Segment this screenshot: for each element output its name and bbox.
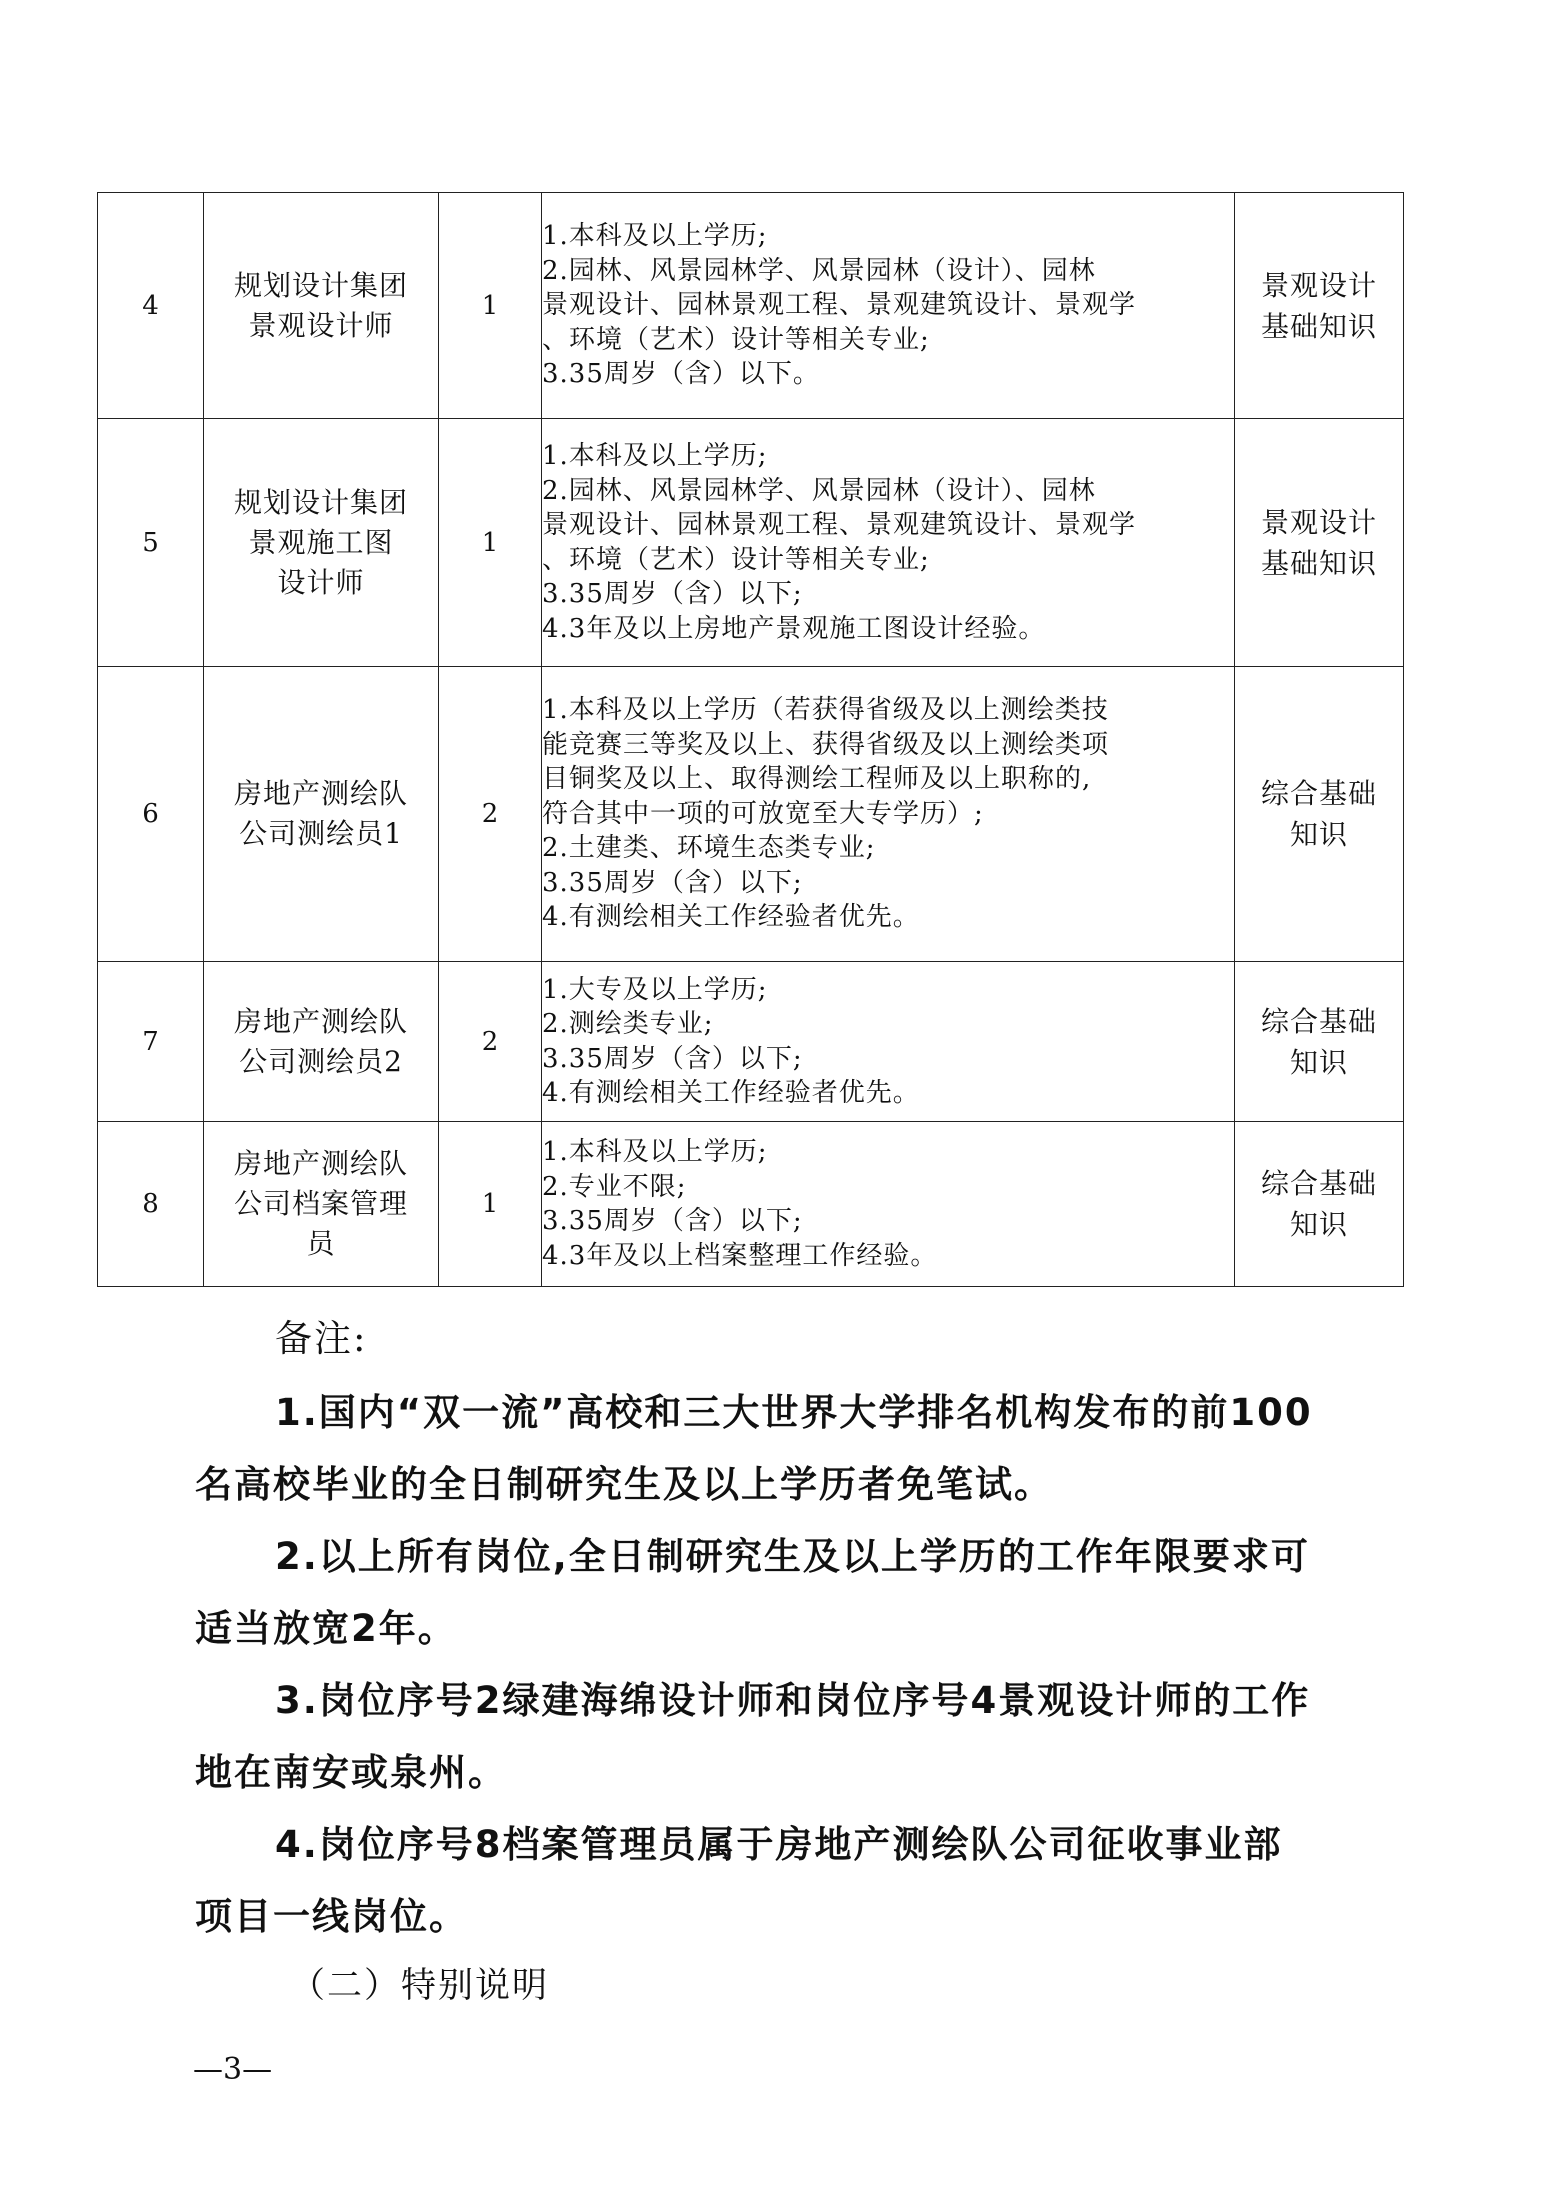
position-number-cell: 6 xyxy=(98,667,204,962)
exam-subject-cell xyxy=(1235,667,1404,962)
requirement-line: 、环境（艺术）设计等相关专业; xyxy=(542,544,930,575)
note-3-line-1: 3.岗位序号2绿建海绵设计师和岗位序号4景观设计师的工作 xyxy=(275,1679,1311,1722)
requirement-line: 4.3年及以上房地产景观施工图设计经验。 xyxy=(542,613,1046,644)
note-3-line-2: 地在南安或泉州。 xyxy=(195,1751,507,1794)
positions-table-body xyxy=(98,193,1404,1287)
requirement-line: 3.35周岁（含）以下; xyxy=(542,867,803,898)
requirement-line: 景观设计、园林景观工程、景观建筑设计、景观学 xyxy=(542,510,1137,540)
note-4-line-1: 4.岗位序号8档案管理员属于房地产测绘队公司征收事业部 xyxy=(275,1823,1283,1866)
position-name-cell xyxy=(204,667,439,962)
table-row xyxy=(98,962,1404,1122)
position-number-cell: 4 xyxy=(98,193,204,419)
section-heading: （二）特别说明 xyxy=(290,1966,550,2006)
position-number-cell: 5 xyxy=(98,419,204,667)
position-name-line: 规划设计集团 xyxy=(233,485,408,519)
requirements-cell xyxy=(542,667,1235,962)
note-1-line-1: 1.国内“双一流”高校和三大世界大学排名机构发布的前100 xyxy=(275,1391,1313,1434)
exam-subject-line: 知识 xyxy=(1289,1045,1348,1079)
position-count-cell: 1 xyxy=(439,193,542,419)
requirement-line: 符合其中一项的可放宽至大专学历）; xyxy=(542,798,984,829)
position-name-line: 景观设计师 xyxy=(248,308,394,342)
requirement-line: 能竞赛三等奖及以上、获得省级及以上测绘类项 xyxy=(542,729,1110,760)
positions-table xyxy=(97,192,1404,1287)
position-name-line: 公司档案管理 xyxy=(233,1187,408,1220)
requirement-line: 3.35周岁（含）以下; xyxy=(542,579,803,609)
requirement-line: 1.大专及以上学历; xyxy=(542,974,768,1005)
table-row xyxy=(98,1122,1404,1287)
position-name-cell xyxy=(204,193,439,419)
requirement-line: 2.专业不限; xyxy=(542,1171,687,1202)
position-name-line: 员 xyxy=(306,1227,336,1260)
position-number-cell: 8 xyxy=(98,1122,204,1287)
exam-subject-cell xyxy=(1235,1122,1404,1287)
requirement-line: 1.本科及以上学历; xyxy=(542,441,768,471)
exam-subject-cell xyxy=(1235,419,1404,667)
position-name-line: 房地产测绘队 xyxy=(233,1004,408,1038)
requirement-line: 1.本科及以上学历（若获得省级及以上测绘类技 xyxy=(542,695,1109,726)
position-name-line: 景观施工图 xyxy=(248,525,394,559)
requirement-line: 2.园林、风景园林学、风景园林（设计）、园林 xyxy=(542,475,1096,506)
requirements-cell xyxy=(542,962,1235,1122)
notes-heading: 备注: xyxy=(275,1317,368,1360)
exam-subject-line: 基础知识 xyxy=(1260,309,1377,343)
requirement-line: 2.测绘类专业; xyxy=(542,1009,714,1039)
exam-subject-line: 综合基础 xyxy=(1260,1167,1377,1200)
requirement-line: 4.3年及以上档案整理工作经验。 xyxy=(542,1240,938,1271)
requirement-line: 3.35周岁（含）以下; xyxy=(542,1206,803,1236)
position-count-cell: 2 xyxy=(439,667,542,962)
position-name-line: 公司测绘员1 xyxy=(239,817,403,850)
position-name-line: 房地产测绘队 xyxy=(233,1147,408,1180)
requirement-line: 4.有测绘相关工作经验者优先。 xyxy=(542,1078,920,1108)
exam-subject-line: 知识 xyxy=(1289,1208,1348,1241)
requirement-line: 3.35周岁（含）以下; xyxy=(542,1043,803,1074)
position-name-cell xyxy=(204,419,439,667)
position-name-line: 公司测绘员2 xyxy=(239,1044,403,1078)
exam-subject-cell xyxy=(1235,962,1404,1122)
table-row xyxy=(98,419,1404,667)
requirement-line: 3.35周岁（含）以下。 xyxy=(542,359,820,390)
position-count-cell: 1 xyxy=(439,419,542,667)
position-name-line: 规划设计集团 xyxy=(233,268,408,302)
requirement-line: 目铜奖及以上、取得测绘工程师及以上职称的, xyxy=(542,764,1092,795)
requirement-line: 1.本科及以上学历; xyxy=(542,1137,768,1167)
requirement-line: 、环境（艺术）设计等相关专业; xyxy=(542,324,930,355)
table-row xyxy=(98,193,1404,419)
requirement-line: 1.本科及以上学历; xyxy=(542,221,768,252)
position-name-line: 设计师 xyxy=(277,565,365,599)
requirements-cell xyxy=(542,419,1235,667)
page-number: —3— xyxy=(193,2052,273,2087)
table-row xyxy=(98,667,1404,962)
requirement-line: 2.园林、风景园林学、风景园林（设计）、园林 xyxy=(542,255,1096,286)
exam-subject-line: 综合基础 xyxy=(1260,777,1377,810)
note-4-line-2: 项目一线岗位。 xyxy=(195,1895,468,1938)
exam-subject-line: 基础知识 xyxy=(1260,546,1377,580)
exam-subject-line: 综合基础 xyxy=(1260,1004,1377,1038)
note-1-line-2: 名高校毕业的全日制研究生及以上学历者免笔试。 xyxy=(195,1463,1053,1506)
requirement-line: 2.土建类、环境生态类专业; xyxy=(542,833,876,864)
position-name-line: 房地产测绘队 xyxy=(233,777,408,810)
requirements-cell xyxy=(542,193,1235,419)
exam-subject-line: 景观设计 xyxy=(1260,268,1377,302)
exam-subject-line: 景观设计 xyxy=(1260,505,1377,539)
position-count-cell: 2 xyxy=(439,962,542,1122)
exam-subject-cell xyxy=(1235,193,1404,419)
requirement-line: 4.有测绘相关工作经验者优先。 xyxy=(542,902,920,933)
exam-subject-line: 知识 xyxy=(1289,818,1348,851)
requirements-cell xyxy=(542,1122,1235,1287)
position-name-cell xyxy=(204,962,439,1122)
note-2-line-1: 2.以上所有岗位,全日制研究生及以上学历的工作年限要求可 xyxy=(275,1535,1310,1578)
requirement-line: 景观设计、园林景观工程、景观建筑设计、景观学 xyxy=(542,290,1137,321)
note-2-line-2: 适当放宽2年。 xyxy=(195,1607,457,1650)
position-number-cell: 7 xyxy=(98,962,204,1122)
position-count-cell: 1 xyxy=(439,1122,542,1287)
position-name-cell xyxy=(204,1122,439,1287)
